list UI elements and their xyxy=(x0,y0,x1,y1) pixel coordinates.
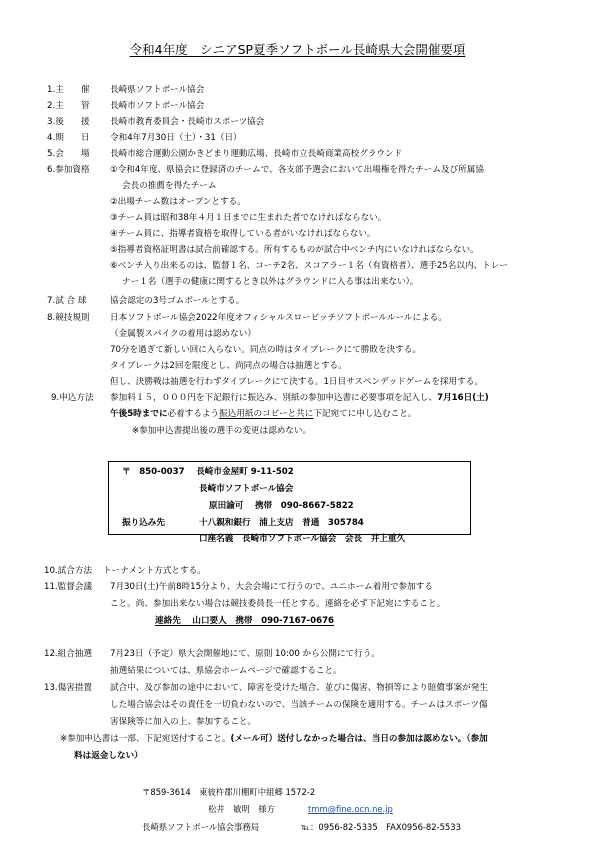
label-shikaku: 6.参加資格 xyxy=(47,165,90,175)
value-shukan: 長崎市ソフトボール協会 xyxy=(110,101,205,111)
shikaku-line: ⑥ベンチ入り出来るのは、監督１名、コーチ2名、スコアラー１名（有資格者）、選手25名以内、トレー xyxy=(110,261,508,271)
moshikomi-text: 下記宛てに申し込むこと。 xyxy=(313,409,417,419)
moshikomi-underlined: 振込用紙のコピーと共に xyxy=(219,409,314,419)
label-shiai-kyu: 7.試 合 球 xyxy=(47,296,87,306)
value-kaijo: 長崎市総合運動公園かきどまり運動広場、長崎市立長崎商業高校グラウンド xyxy=(110,149,403,159)
kyogi-line: 日本ソフトボール協会2022年度オフィシャルスローピッチソフトボールルールによる。 xyxy=(110,313,447,323)
footer-office: 長崎県ソフトボール協会事務局 xyxy=(142,822,260,832)
label-shogai: 13.傷害措置 xyxy=(44,683,93,693)
shikaku-line: ナー１名（選手の健康に関するとき以外はグラウンドに入る事は出来ない）。 xyxy=(122,277,419,287)
box-postal: 〒 850-0037 長崎市金屋町 9-11-502 xyxy=(122,467,294,477)
kantoku-contact: 連絡先 山口要人 携帯 090-7167-0676 xyxy=(155,616,335,626)
value-shiai-kyu: 協会認定の3号ゴムボールとする。 xyxy=(110,296,245,306)
value-kijitsu: 令和4年7月30日（土）・31（日） xyxy=(110,133,242,143)
footer-email-link[interactable]: tmm@fine.ocn.ne.jp xyxy=(308,804,393,814)
kantoku-line: 7月30日(土)午前8時15分より、大会会場にて行うので、ユニホーム着用で参加する xyxy=(110,582,433,592)
kyogi-line: タイブレークは2回を限度とし、尚同点の場合は抽選とする。 xyxy=(110,361,347,371)
kantoku-line: こと。尚、参加出来ない場合は競技委員長一任とする。連絡を必ず下記宛にすること。 xyxy=(110,599,446,609)
box-account: 口座名義 長崎市ソフトボール協会 会長 井上重久 xyxy=(199,534,406,544)
label-kyogi: 8.競技規則 xyxy=(47,313,90,323)
document-title: 令和4年度 シニアSP夏季ソフトボール長崎県大会開催要項 xyxy=(129,42,466,57)
label-chusen: 12.組合抽選 xyxy=(44,649,93,659)
label-koen: 3.後 援 xyxy=(47,117,90,127)
shikaku-line: ⑤指導者資格証明書は試合前確認する。所有するものが試合中ベンチ内にいなければならない。 xyxy=(110,245,479,255)
moshikomi-line-1 xyxy=(110,394,489,403)
moshikomi-text: 参加料１５，０００円を下記銀行に振込み、別紙の参加申込書に必要事項を記入し、 xyxy=(110,393,438,403)
final-note-line-2: 料は返金しない） xyxy=(74,751,143,761)
shikaku-line: ④チーム員に、指導者資格を取得している者がいなければならない。 xyxy=(110,229,376,239)
final-note-bold: (メール可）送付しなかった場合は、当日の参加は認めない。（参加 xyxy=(230,734,488,744)
shikaku-line: 会長の推薦を得たチーム xyxy=(122,181,217,191)
label-kijitsu: 4.期 日 xyxy=(47,133,90,143)
kyogi-line: 70分を過ぎて新しい回に入らない。同点の時はタイブレークにて勝敗を決する。 xyxy=(110,345,421,355)
deadline-date: 7月16日(土) xyxy=(437,393,489,403)
label-shiai-hoho: 10.試合方法 xyxy=(44,566,93,576)
shikaku-line: ①令和4年度、県協会に登録済のチームで、各支部予選会において出場権を得たチーム及び所属協 xyxy=(110,165,484,175)
footer-address: 〒859-3614 東彼杵郡川棚町中組郷 1572-2 xyxy=(142,787,316,797)
label-moshikomi: 9.申込方法 xyxy=(51,393,94,403)
final-note-text: ※参加申込書は一部、下記宛送付すること。 xyxy=(60,734,231,744)
moshikomi-note: ※参加申込書提出後の選手の変更は認めない。 xyxy=(132,426,312,436)
box-org: 長崎市ソフトボール協会 xyxy=(199,484,294,494)
kyogi-line: （金属製スパイクの着用は認めない） xyxy=(110,329,256,339)
shikaku-line: ②出場チーム数はオープンとする。 xyxy=(110,197,246,207)
box-bank: 十八親和銀行 浦上支店 普通 305784 xyxy=(199,518,364,528)
value-koen: 長崎市教育委員会・長崎市スポーツ協会 xyxy=(110,117,265,127)
moshikomi-line-2 xyxy=(110,410,416,419)
shogai-line: 試合中、及び参加の途中において、障害を受けた場合、並びに傷害、物損等により賠償事案が発生 xyxy=(110,683,488,693)
label-shusai: 1.主 催 xyxy=(47,85,90,95)
box-person: 原田諭可 携帯 090-8667-5822 xyxy=(209,501,354,511)
final-note-line-1 xyxy=(60,735,488,744)
value-shusai: 長崎県ソフトボール協会 xyxy=(110,85,205,95)
label-shukan: 2.主 管 xyxy=(47,101,90,111)
value-shiai-hoho: トーナメント方式とする。 xyxy=(103,566,206,576)
deadline-time: 午後5時までに xyxy=(110,409,168,419)
chusen-line: 抽選結果については、県協会ホームページで確認すること。 xyxy=(110,666,342,676)
chusen-line: 7月23日（予定）県大会開催地にて、原則 10:00 から公開にて行う。 xyxy=(110,649,380,659)
moshikomi-text: 必着するよう xyxy=(167,409,220,419)
box-furikomi-label: 振り込み先 xyxy=(122,518,165,528)
shikaku-line: ③チーム員は昭和38年４月１日までに生まれた者でなければならない。 xyxy=(110,213,387,223)
shogai-line: した場合協会はその責任を一切負わないので、当該チームの保険を適用する。チームはスポーツ傷 xyxy=(110,700,488,710)
shogai-line: 害保険等に加入の上、参加すること。 xyxy=(110,717,257,727)
label-kaijo: 5.会 場 xyxy=(47,149,90,159)
label-kantoku: 11.監督会議 xyxy=(44,582,93,592)
footer-name: 松井 敏明 様方 xyxy=(208,804,275,814)
footer-phone: ℡：0956-82-5335 FAX0956-82-5533 xyxy=(301,822,461,832)
kyogi-line: 但し、決勝戦は抽選を行わずタイブレークにて決する。1日目サスペンデッドゲームを採用する。 xyxy=(110,377,483,387)
